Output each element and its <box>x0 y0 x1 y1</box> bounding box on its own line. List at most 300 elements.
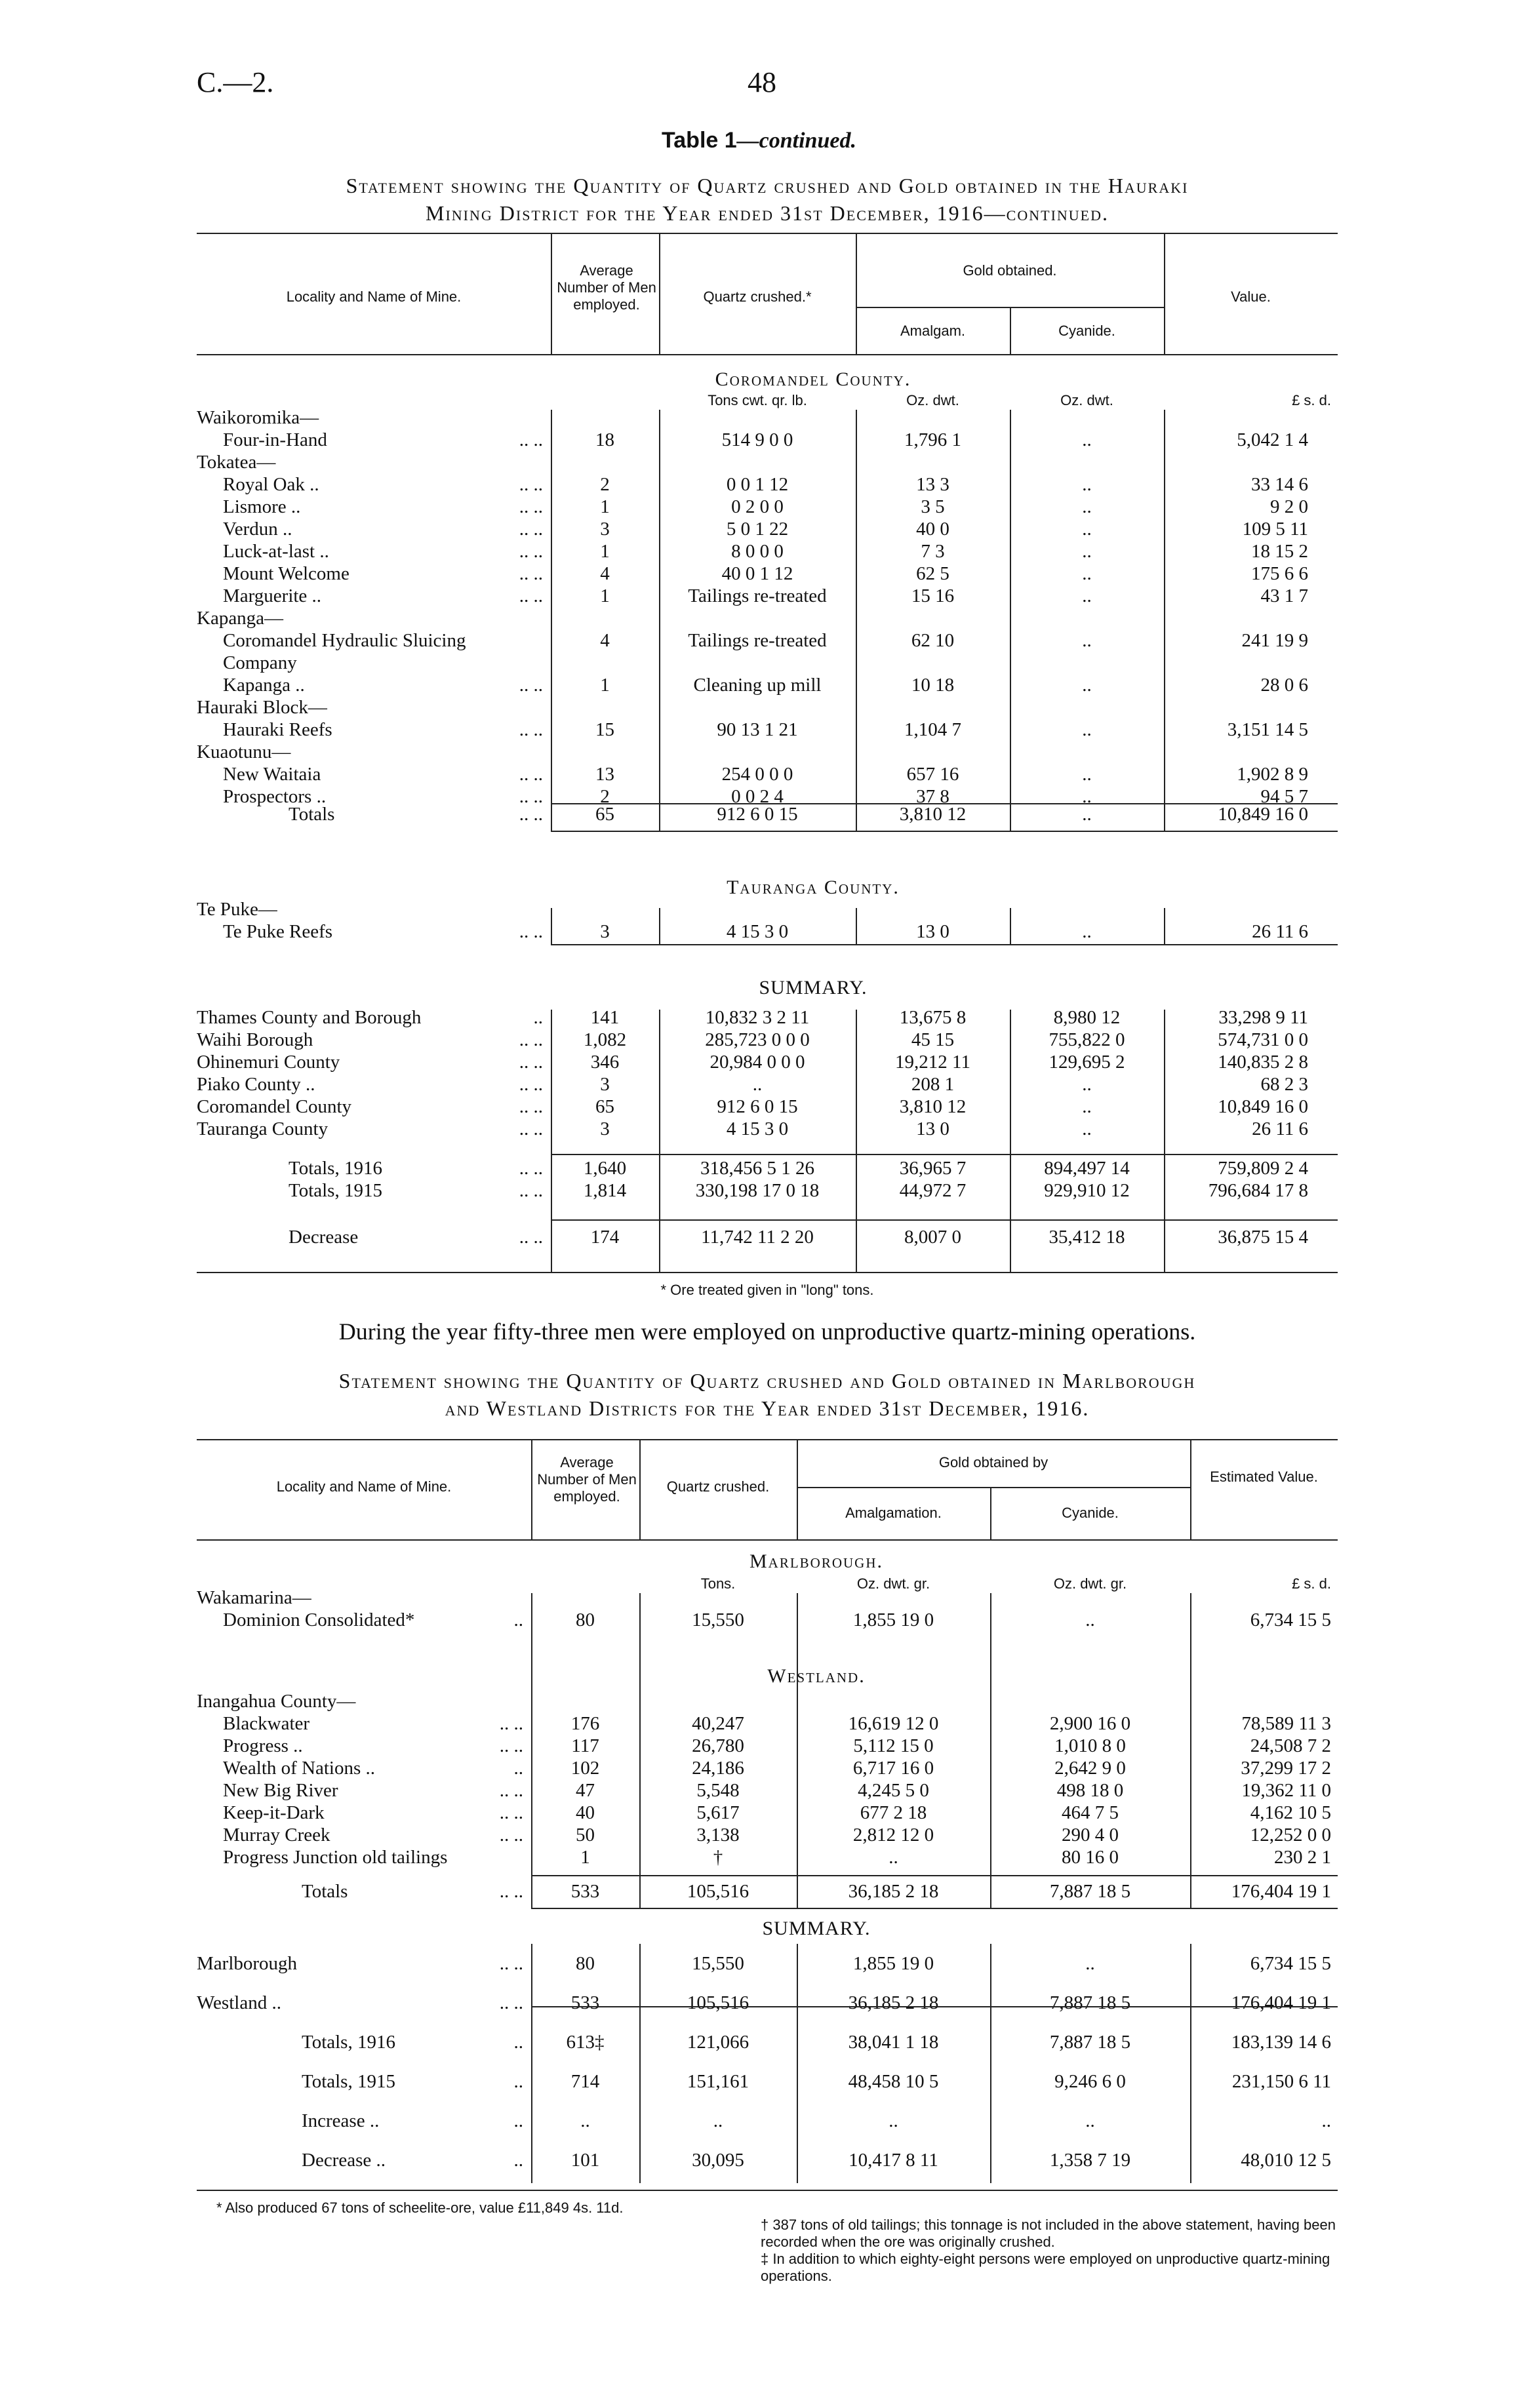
table-row <box>197 1944 1331 1983</box>
value: 12,252 0 0 <box>1250 1825 1331 1845</box>
table-row <box>197 1846 1331 1868</box>
quartz-crushed <box>659 696 856 719</box>
men-employed: 1,640 <box>583 1158 627 1179</box>
leader-dots: .. .. <box>519 496 543 517</box>
locality-name: Verdun .. .. .. <box>197 518 551 540</box>
unproductive-paragraph: During the year fifty-three men were employed on unproductive quartz-mining operations. <box>338 1318 1196 1345</box>
gold-cyanide: 35,412 18 <box>1049 1227 1125 1248</box>
leader-dots: .. .. <box>499 1713 523 1734</box>
quartz-crushed: 26,780 <box>692 1735 744 1756</box>
westland-section-title: Westland. <box>767 1665 866 1687</box>
footnote-long-tons: * Ore treated given in "long" tons. <box>660 1282 874 1298</box>
value: 4,162 10 5 <box>1250 1802 1331 1823</box>
locality-name: Keep-it-Dark .. .. <box>197 1802 531 1824</box>
units2-amalgam: Oz. dwt. gr. <box>856 1575 930 1592</box>
locality-name: Tauranga County .. .. <box>197 1118 551 1140</box>
value: 10,849 16 0 <box>1218 804 1308 825</box>
t2-col-gold: Gold obtained by <box>938 1454 1049 1470</box>
table-row <box>197 920 1308 943</box>
locality-name: New Waitaia .. .. <box>197 763 551 785</box>
quartz-crushed <box>639 1587 797 1609</box>
table-row <box>197 1983 1331 2023</box>
gold-amalgam: 3,810 12 <box>899 1096 967 1117</box>
locality-name: Wealth of Nations .. .. <box>197 1757 531 1779</box>
men-employed: 1 <box>580 1847 590 1868</box>
quartz-crushed: 912 6 0 15 <box>717 804 798 825</box>
leader-dots: .. .. <box>519 1096 543 1117</box>
gold-amalgam: 13 3 <box>916 474 949 495</box>
locality-name: Four-in-Hand .. .. <box>197 429 551 451</box>
quartz-crushed: 5,548 <box>696 1780 740 1801</box>
value: 6,734 15 5 <box>1250 1953 1331 1974</box>
quartz-crushed <box>659 406 856 429</box>
men-employed: 4 <box>600 563 610 584</box>
gold-cyanide: .. <box>1082 496 1092 517</box>
men-employed: 80 <box>576 1953 595 1974</box>
gold-cyanide: .. <box>1082 764 1092 785</box>
quartz-crushed: Tailings re-treated <box>688 630 827 651</box>
table-row <box>197 1802 1331 1824</box>
gold-amalgam: 3,810 12 <box>899 804 967 825</box>
locality-name: Prospectors .. .. .. <box>197 785 551 808</box>
westland-totals <box>197 1880 1331 1903</box>
t2-col-quartz: Quartz crushed. <box>666 1478 770 1495</box>
gold-amalgam <box>797 1690 990 1712</box>
gold-amalgam: 13 0 <box>916 921 949 942</box>
men-employed: 533 <box>570 1881 600 1902</box>
locality-name: Luck-at-last .. .. .. <box>197 540 551 563</box>
gold-cyanide: .. <box>1082 921 1092 942</box>
gold-cyanide: .. <box>1082 786 1092 807</box>
gold-amalgam <box>856 451 1010 473</box>
tauranga-section-title: Tauranga County. <box>727 877 900 898</box>
gold-cyanide <box>1010 696 1164 719</box>
table-row <box>197 2062 1331 2101</box>
quartz-crushed: 20,984 0 0 0 <box>709 1052 805 1073</box>
gold-amalgam: 657 16 <box>906 764 959 785</box>
gold-amalgam: 45 15 <box>911 1029 955 1050</box>
gold-cyanide: .. <box>1082 630 1092 651</box>
gold-cyanide: 464 7 5 <box>1062 1802 1119 1823</box>
value: 26 11 6 <box>1252 1118 1308 1139</box>
men-employed: 1 <box>600 541 610 562</box>
quartz-crushed <box>639 1690 797 1712</box>
gold-cyanide <box>1010 406 1164 429</box>
quartz-crushed: 4 15 3 0 <box>726 1118 789 1139</box>
gold-cyanide: 129,695 2 <box>1049 1052 1125 1073</box>
table-row <box>197 898 1308 920</box>
quartz-crushed <box>659 898 856 920</box>
men-employed <box>531 1587 639 1609</box>
leader-dots: .. <box>513 1609 523 1630</box>
footnotes <box>197 2200 1338 2285</box>
table-row <box>197 652 1308 674</box>
leader-dots: .. <box>513 1758 523 1779</box>
men-employed <box>551 607 659 629</box>
gold-cyanide <box>1010 741 1164 763</box>
units-cyanide: Oz. dwt. <box>1060 392 1113 408</box>
table-row <box>197 563 1308 585</box>
leader-dots: .. .. <box>499 1992 523 2013</box>
locality-name: Mount Welcome .. .. <box>197 563 551 585</box>
gold-amalgam <box>856 898 1010 920</box>
value: 574,731 0 0 <box>1218 1029 1308 1050</box>
gold-amalgam: 48,458 10 5 <box>848 2071 939 2092</box>
locality-name: Waihi Borough .. .. <box>197 1029 551 1051</box>
table-row <box>197 674 1308 696</box>
gold-cyanide: .. <box>1082 804 1092 825</box>
quartz-crushed: 24,186 <box>692 1758 744 1779</box>
men-employed: 1 <box>600 585 610 606</box>
quartz-crushed: 4 15 3 0 <box>726 921 789 942</box>
gold-cyanide: 290 4 0 <box>1062 1825 1119 1845</box>
t1-col-gold: Gold obtained. <box>963 262 1057 279</box>
value <box>1164 652 1308 674</box>
men-employed: 3 <box>600 921 610 942</box>
westland-table <box>197 1690 1331 1868</box>
value <box>1164 696 1308 719</box>
gold-amalgam: 7 3 <box>921 541 945 562</box>
leader-dots: .. <box>513 2032 523 2053</box>
quartz-crushed: 10,832 3 2 11 <box>705 1007 810 1028</box>
table-row <box>197 1757 1331 1779</box>
locality-name: Totals, 1916 .. <box>197 2023 531 2062</box>
men-employed: 176 <box>570 1713 600 1734</box>
gold-cyanide: 929,910 12 <box>1044 1180 1130 1201</box>
gold-cyanide: .. <box>1082 519 1092 540</box>
units2-quartz: Tons. <box>700 1575 736 1592</box>
value: 759,809 2 4 <box>1218 1158 1308 1179</box>
quartz-crushed: 5 0 1 22 <box>726 519 789 540</box>
men-employed: 1,082 <box>583 1029 627 1050</box>
statement-1-title: Statement showing the Quantity of Quartz crushed and Gold obtained in the Hauraki Mining District for the Year ended 31st December, 1916—continued. <box>346 174 1189 225</box>
men-employed: 18 <box>595 429 614 450</box>
leader-dots: .. <box>533 1007 543 1028</box>
value: 176,404 19 1 <box>1231 1992 1331 2013</box>
value: 37,299 17 2 <box>1241 1758 1331 1779</box>
locality-name: Dominion Consolidated* .. <box>197 1609 531 1631</box>
quartz-crushed: 3,138 <box>696 1825 740 1845</box>
t1-col-cyanide: Cyanide. <box>1058 323 1115 339</box>
gold-amalgam: 36,965 7 <box>899 1158 967 1179</box>
summary-2-title: SUMMARY. <box>762 1918 871 1939</box>
table-row <box>197 585 1308 607</box>
units-amalgam: Oz. dwt. <box>906 392 959 408</box>
footnote-star: * Also produced 67 tons of scheelite-ore, value £11,849 4s. 11d. <box>216 2200 624 2216</box>
locality-name: Thames County and Borough .. <box>197 1006 551 1029</box>
quartz-crushed: Cleaning up mill <box>693 675 822 696</box>
t1-col-locality: Locality and Name of Mine. <box>286 288 462 305</box>
value: 6,734 15 5 <box>1250 1609 1331 1630</box>
leader-dots: .. <box>513 2150 523 2171</box>
quartz-crushed: 254 0 0 0 <box>721 764 793 785</box>
locality-name: Company <box>223 652 297 673</box>
quartz-crushed: 318,456 5 1 26 <box>700 1158 814 1179</box>
quartz-crushed: 912 6 0 15 <box>717 1096 798 1117</box>
leader-dots: .. .. <box>519 519 543 540</box>
locality-name: Inangahua County— <box>197 1691 356 1712</box>
quartz-crushed <box>659 652 856 674</box>
gold-amalgam: 4,245 5 0 <box>858 1780 929 1801</box>
locality-name: Te Puke— <box>197 899 277 920</box>
summary-1-title: SUMMARY. <box>759 977 868 998</box>
men-employed: 65 <box>595 1096 614 1117</box>
gold-cyanide: 755,822 0 <box>1049 1029 1125 1050</box>
leader-dots: .. .. <box>499 1780 523 1801</box>
value: 78,589 11 3 <box>1241 1713 1331 1734</box>
gold-cyanide: .. <box>1082 675 1092 696</box>
gold-cyanide: 8,980 12 <box>1053 1007 1121 1028</box>
gold-cyanide: 2,900 16 0 <box>1049 1713 1131 1734</box>
marlborough-section-title: Marlborough. <box>749 1550 884 1572</box>
locality-name: Totals .. .. <box>197 1880 531 1903</box>
men-employed: 13 <box>595 764 614 785</box>
men-employed: 101 <box>570 2150 600 2171</box>
locality-name: Coromandel County .. .. <box>197 1095 551 1118</box>
men-employed: 1,814 <box>583 1180 627 1201</box>
locality-name: Waikoromika— <box>197 407 319 428</box>
leader-dots: .. .. <box>499 1881 523 1902</box>
table-row <box>197 518 1308 540</box>
quartz-crushed: 0 0 1 12 <box>726 474 789 495</box>
quartz-crushed: 40 0 1 12 <box>721 563 793 584</box>
table-title: Table 1—continued. <box>662 128 856 153</box>
gold-amalgam: 10 18 <box>911 675 955 696</box>
locality-name: Hauraki Block— <box>197 697 327 718</box>
tauranga-table <box>197 898 1308 943</box>
gold-amalgam: 16,619 12 0 <box>848 1713 939 1734</box>
gold-amalgam <box>856 652 1010 674</box>
t2-col-cyanide: Cyanide. <box>1062 1505 1119 1521</box>
coromandel-totals <box>197 803 1308 825</box>
leader-dots: .. .. <box>499 1802 523 1823</box>
table-row <box>197 451 1308 473</box>
table-row <box>197 1690 1331 1712</box>
leader-dots: .. .. <box>519 563 543 584</box>
locality-name: Murray Creek .. .. <box>197 1824 531 1846</box>
gold-cyanide: 9,246 6 0 <box>1054 2071 1126 2092</box>
value: 94 5 7 <box>1260 786 1308 807</box>
quartz-crushed: 15,550 <box>692 1953 744 1974</box>
value: .. <box>1321 2110 1331 2131</box>
quartz-crushed: 0 0 2 4 <box>731 786 784 807</box>
leader-dots: .. .. <box>519 719 543 740</box>
footnote-ddagger: ‡ In addition to which eighty-eight persons were employed on unproductive quartz-mining operations. <box>761 2251 1330 2284</box>
locality-name: Totals, 1916 .. .. <box>197 1157 551 1179</box>
men-employed: 2 <box>600 786 610 807</box>
coromandel-table <box>197 406 1308 808</box>
men-employed: 65 <box>595 804 614 825</box>
value: 19,362 11 0 <box>1241 1780 1331 1801</box>
quartz-crushed: 105,516 <box>687 1881 749 1902</box>
gold-amalgam: 1,796 1 <box>904 429 961 450</box>
table-row <box>197 763 1308 785</box>
leader-dots: .. .. <box>519 1118 543 1139</box>
quartz-crushed: Tailings re-treated <box>688 585 827 606</box>
table-row <box>197 1179 1308 1202</box>
leader-dots: .. .. <box>519 804 543 825</box>
value: 176,404 19 1 <box>1231 1881 1331 1902</box>
leader-dots: .. <box>513 2110 523 2131</box>
leader-dots: .. .. <box>499 1825 523 1845</box>
men-employed: 1 <box>600 675 610 696</box>
gold-amalgam: 37 8 <box>916 786 949 807</box>
gold-amalgam: 677 2 18 <box>860 1802 927 1823</box>
men-employed: 2 <box>600 474 610 495</box>
value: 24,508 7 2 <box>1250 1735 1331 1756</box>
gold-cyanide <box>1010 451 1164 473</box>
locality-name: Royal Oak .. .. .. <box>197 473 551 496</box>
leader-dots: .. .. <box>519 585 543 606</box>
gold-amalgam: 36,185 2 18 <box>848 1992 939 2013</box>
men-employed: 533 <box>570 1992 600 2013</box>
gold-cyanide: .. <box>1082 1096 1092 1117</box>
quartz-crushed: 0 2 0 0 <box>731 496 784 517</box>
leader-dots: .. .. <box>519 1158 543 1179</box>
value: 5,042 1 4 <box>1237 429 1308 450</box>
men-employed: 102 <box>570 1758 600 1779</box>
value <box>1190 1587 1331 1609</box>
table-row <box>197 473 1308 496</box>
table-row <box>197 2141 1331 2180</box>
quartz-crushed: 5,617 <box>696 1802 740 1823</box>
men-employed <box>531 1690 639 1712</box>
gold-amalgam: 10,417 8 11 <box>849 2150 938 2171</box>
gold-cyanide: .. <box>1082 541 1092 562</box>
gold-cyanide: 80 16 0 <box>1062 1847 1119 1868</box>
leader-dots: .. .. <box>519 1074 543 1095</box>
gold-cyanide: 498 18 0 <box>1056 1780 1124 1801</box>
quartz-crushed: † <box>713 1847 723 1868</box>
value <box>1164 898 1308 920</box>
value: 230 2 1 <box>1274 1847 1331 1868</box>
table-row <box>197 1712 1331 1735</box>
gold-amalgam: 40 0 <box>916 519 949 540</box>
gold-amalgam: 208 1 <box>911 1074 955 1095</box>
gold-amalgam: .. <box>889 2110 898 2131</box>
locality-name: Tokatea— <box>197 452 276 473</box>
table-row <box>197 2023 1331 2062</box>
men-employed: 40 <box>576 1802 595 1823</box>
locality-name: Marguerite .. .. .. <box>197 585 551 607</box>
t2-col-amalgamation: Amalgamation. <box>845 1505 942 1521</box>
table-row <box>197 540 1308 563</box>
t1-col-value: Value. <box>1231 288 1271 305</box>
gold-cyanide: .. <box>1082 1074 1092 1095</box>
men-employed: 50 <box>576 1825 595 1845</box>
gold-amalgam: 5,112 15 0 <box>853 1735 934 1756</box>
t2-col-men: Average Number of Men employed. <box>537 1454 637 1505</box>
locality-name: Progress Junction old tailings <box>223 1847 448 1868</box>
men-employed: .. <box>580 2110 590 2131</box>
value: 241 19 9 <box>1241 630 1308 651</box>
value: 48,010 12 5 <box>1241 2150 1331 2171</box>
table-row <box>197 1824 1331 1846</box>
table-row <box>197 1095 1308 1118</box>
men-employed <box>551 406 659 429</box>
value: 26 11 6 <box>1252 921 1308 942</box>
gold-cyanide: .. <box>1082 563 1092 584</box>
locality-name: Kapanga .. .. .. <box>197 674 551 696</box>
statement-2-title: Statement showing the Quantity of Quartz crushed and Gold obtained in Marlborough and Westland Districts for the Year ended 31st December, 1916. <box>338 1369 1196 1420</box>
t2-col-value: Estimated Value. <box>1210 1469 1318 1485</box>
leader-dots: .. .. <box>519 429 543 450</box>
value <box>1164 607 1308 629</box>
gold-cyanide <box>1010 652 1164 674</box>
value: 175 6 6 <box>1251 563 1308 584</box>
gold-cyanide: .. <box>1085 1609 1095 1630</box>
quartz-crushed: 11,742 11 2 20 <box>701 1227 814 1248</box>
value: 1,902 8 9 <box>1237 764 1308 785</box>
locality-name: New Big River .. .. <box>197 1779 531 1802</box>
gold-cyanide: .. <box>1082 719 1092 740</box>
men-employed <box>551 451 659 473</box>
value: 18 15 2 <box>1251 541 1308 562</box>
locality-name: Totals .. .. <box>197 803 551 825</box>
units-value: £ s. d. <box>1292 392 1331 408</box>
locality-name: Increase .. .. <box>197 2101 531 2141</box>
leader-dots: .. .. <box>519 675 543 696</box>
table-row <box>197 741 1308 763</box>
table-row <box>197 2101 1331 2141</box>
table-row <box>197 1735 1331 1757</box>
gold-amalgam: 36,185 2 18 <box>848 1881 939 1902</box>
units2-value: £ s. d. <box>1292 1575 1331 1592</box>
gold-amalgam: 62 10 <box>911 630 955 651</box>
table-row <box>197 1006 1308 1029</box>
gold-amalgam: 1,855 19 0 <box>852 1609 934 1630</box>
quartz-crushed: 285,723 0 0 0 <box>705 1029 810 1050</box>
gold-cyanide <box>1010 898 1164 920</box>
table-row <box>197 1587 1331 1609</box>
t1-col-men: Average Number of Men employed. <box>557 262 656 313</box>
gold-cyanide <box>990 1690 1190 1712</box>
gold-cyanide: 7,887 18 5 <box>1049 1881 1131 1902</box>
men-employed: 117 <box>571 1735 599 1756</box>
men-employed: 141 <box>590 1007 620 1028</box>
men-employed <box>551 652 659 674</box>
locality-name: Totals, 1915 .. .. <box>197 1179 551 1202</box>
men-employed: 80 <box>576 1609 595 1630</box>
value: 3,151 14 5 <box>1227 719 1308 740</box>
quartz-crushed: 8 0 0 0 <box>731 541 784 562</box>
gold-amalgam: 1,855 19 0 <box>852 1953 934 1974</box>
men-employed <box>551 696 659 719</box>
table-row <box>197 1029 1308 1051</box>
locality-name: Decrease .. .. <box>197 2141 531 2180</box>
locality-name: Kuaotunu— <box>197 741 291 762</box>
men-employed: 174 <box>590 1227 620 1248</box>
summary-1-decrease <box>197 1226 1308 1248</box>
leader-dots: .. .. <box>519 1180 543 1201</box>
gold-amalgam: 44,972 7 <box>899 1180 967 1201</box>
value: 796,684 17 8 <box>1208 1180 1308 1201</box>
gold-amalgam: 6,717 16 0 <box>852 1758 934 1779</box>
quartz-crushed <box>659 607 856 629</box>
leader-dots: .. .. <box>499 1735 523 1756</box>
leader-dots: .. .. <box>499 1953 523 1974</box>
value <box>1190 1690 1331 1712</box>
men-employed: 3 <box>600 519 610 540</box>
table-row <box>197 719 1308 741</box>
gold-amalgam <box>856 741 1010 763</box>
report-reference: C.—2. <box>197 66 274 98</box>
gold-amalgam: 38,041 1 18 <box>848 2032 939 2053</box>
t2-col-locality: Locality and Name of Mine. <box>276 1478 452 1495</box>
men-employed: 15 <box>595 719 614 740</box>
table-row <box>197 1609 1331 1631</box>
gold-amalgam: 13 0 <box>916 1118 949 1139</box>
